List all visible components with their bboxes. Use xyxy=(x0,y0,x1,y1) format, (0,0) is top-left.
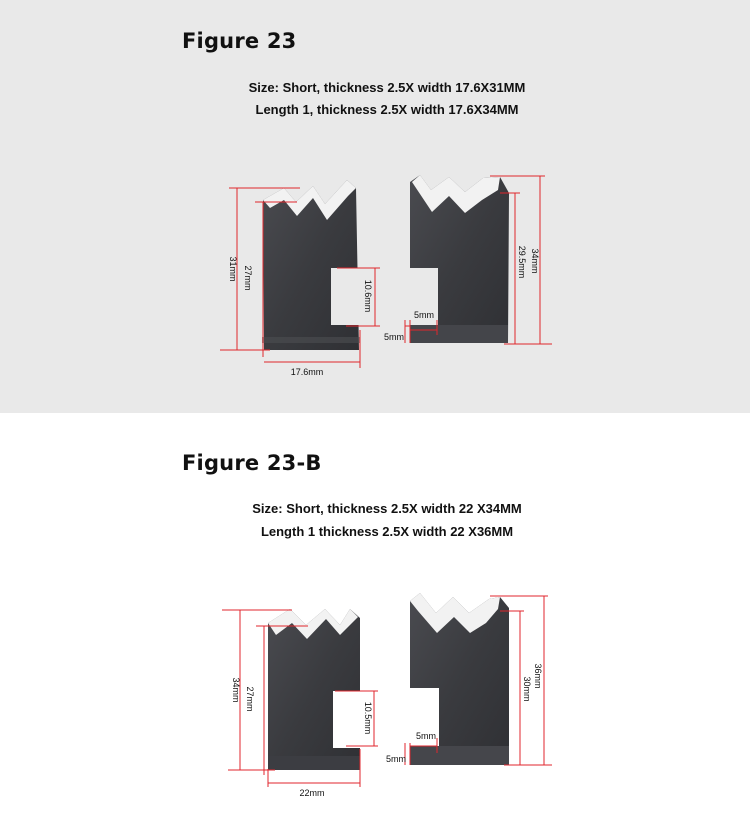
dim-right-notch-w-label: 5mm xyxy=(414,310,434,320)
dim-b-left-outer-label: 34mm xyxy=(231,677,241,703)
dim-b-right-notch-w-label: 5mm xyxy=(416,731,436,741)
dim-right-notch-h-label: 5mm xyxy=(384,332,404,342)
dim-right-inner-label: 29.5mm xyxy=(517,245,527,279)
figure-23-b-title: Figure 23-B xyxy=(182,451,322,475)
dim-left-inner-label: 27mm xyxy=(243,265,253,291)
dim-b-left-width-label: 22mm xyxy=(299,788,325,798)
figure-23-spec-line-2: Length 1, thickness 2.5X width 17.6X34MM xyxy=(255,102,519,117)
dim-b-right-inner-label: 30mm xyxy=(522,676,532,702)
dim-left-slot-label: 10.6mm xyxy=(363,279,373,313)
dim-b-left-inner-label: 27mm xyxy=(245,686,255,712)
dim-b-right-outer-label: 36mm xyxy=(533,663,543,689)
dim-b-left-slot-label: 10.5mm xyxy=(363,701,373,735)
figure-23-drawing xyxy=(0,0,750,413)
blade-short-image xyxy=(262,180,360,350)
dim-left-outer-label: 31mm xyxy=(228,256,238,282)
figure-23-b-spec-line-2: Length 1 thickness 2.5X width 22 X36MM xyxy=(260,524,514,539)
dim-b-right-notch-h-label: 5mm xyxy=(386,754,406,764)
figure-23-b-drawing xyxy=(0,413,750,831)
figure-23-b-panel xyxy=(0,413,750,831)
figure-23-title: Figure 23 xyxy=(182,29,297,53)
figure-23-panel xyxy=(0,0,750,413)
figure-23-spec-line-1: Size: Short, thickness 2.5X width 17.6X31MM xyxy=(248,80,526,95)
dim-left-width-label: 17.6mm xyxy=(290,367,324,377)
dim-right-outer-label: 34mm xyxy=(530,248,540,274)
figure-23-b-spec-line-1: Size: Short, thickness 2.5X width 22 X34MM xyxy=(252,501,522,516)
